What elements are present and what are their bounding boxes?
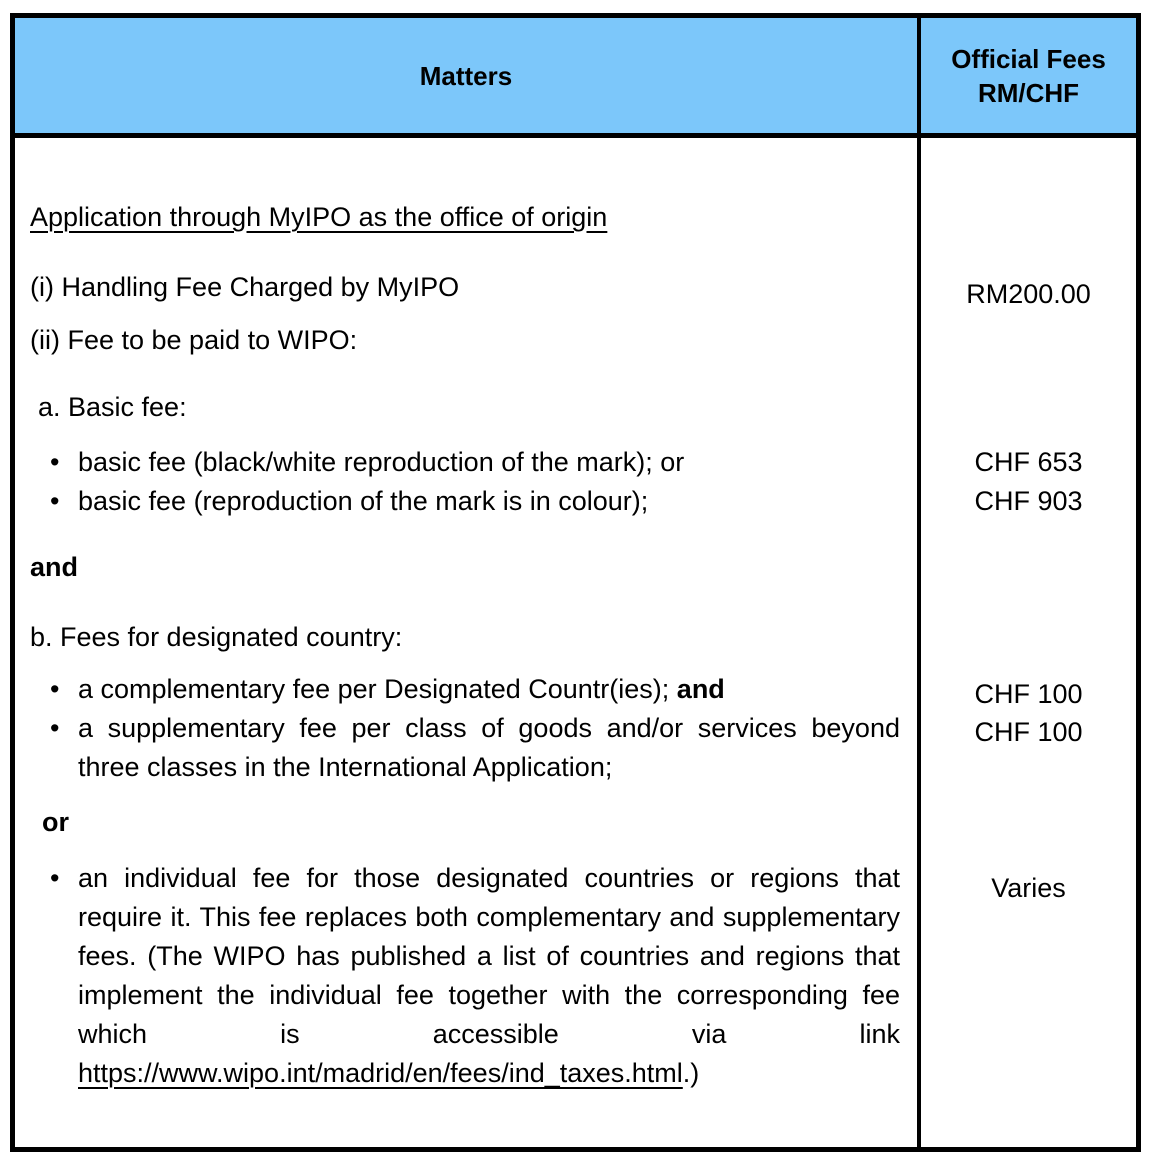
bullet-icon: • <box>50 486 60 516</box>
matters-cell <box>15 138 921 1147</box>
bullet-basic-fee-colour-text: basic fee (reproduction of the mark is in colour); <box>78 486 649 516</box>
header-matters-label: Matters <box>419 60 513 91</box>
header-matters <box>15 18 921 133</box>
basic-fee-heading: a. Basic fee: <box>38 392 187 422</box>
bullet-basic-fee-bw-text: basic fee (black/white reproduction of the mark); or <box>78 447 685 477</box>
bullet-supplementary-fee <box>30 709 900 787</box>
designated-fee-list <box>30 670 900 787</box>
header-official-fees-line2: RM/CHF <box>977 77 1080 108</box>
bullet-individual-fee-text <box>78 859 900 1093</box>
individual-fee-list <box>30 859 900 1093</box>
header-official-fees-line1: Official Fees <box>951 43 1106 74</box>
fee-basic-bw: CHF 653 <box>974 447 1083 477</box>
table-header-row <box>15 18 1136 138</box>
table-body-row <box>15 138 1136 1147</box>
item-wipo-fee: (ii) Fee to be paid to WIPO: <box>30 325 358 355</box>
fee-table <box>10 13 1141 1152</box>
fee-complementary: CHF 100 <box>974 679 1083 709</box>
official-fees-cell <box>921 138 1136 1147</box>
bullet-individual-fee <box>30 859 900 1093</box>
complementary-fee-text: a complementary fee per Designated Countr(ies); <box>78 674 677 704</box>
designated-fee-heading: b. Fees for designated country: <box>30 622 403 652</box>
section-title: Application through MyIPO as the office of origin <box>30 202 608 232</box>
fee-handling: RM200.00 <box>966 279 1091 309</box>
connector-or: or <box>42 807 69 837</box>
bullet-basic-fee-bw <box>30 443 900 482</box>
bullet-basic-fee-colour <box>30 482 900 521</box>
bullet-icon: • <box>50 447 60 477</box>
bullet-icon: • <box>50 674 60 704</box>
individual-fee-text-end: .) <box>682 1058 700 1088</box>
wipo-fees-link[interactable]: https://www.wipo.int/madrid/en/fees/ind_taxes.html <box>78 1058 683 1088</box>
bullet-icon: • <box>50 863 60 893</box>
fee-individual: Varies <box>991 873 1066 903</box>
fee-supplementary: CHF 100 <box>974 717 1083 747</box>
bullet-supplementary-fee-text: a supplementary fee per class of goods and/or services beyond three classes in the International Application; <box>78 713 900 782</box>
bullet-complementary-fee-text <box>78 670 900 709</box>
complementary-fee-bold-and: and <box>676 674 725 704</box>
bullet-complementary-fee <box>30 670 900 709</box>
fee-basic-colour: CHF 903 <box>974 486 1083 516</box>
basic-fee-list <box>30 443 900 521</box>
header-official-fees <box>921 18 1136 133</box>
item-handling-fee: (i) Handling Fee Charged by MyIPO <box>30 272 460 302</box>
bullet-icon: • <box>50 713 60 743</box>
connector-and: and <box>30 552 79 582</box>
individual-fee-text: an individual fee for those designated countries or regions that require it. This fee replaces both complementary and supplementary fees. (The WIPO has published a list of countries and regions that implement the individual fee together with the corresponding fee which is accessible via link <box>78 863 900 1049</box>
